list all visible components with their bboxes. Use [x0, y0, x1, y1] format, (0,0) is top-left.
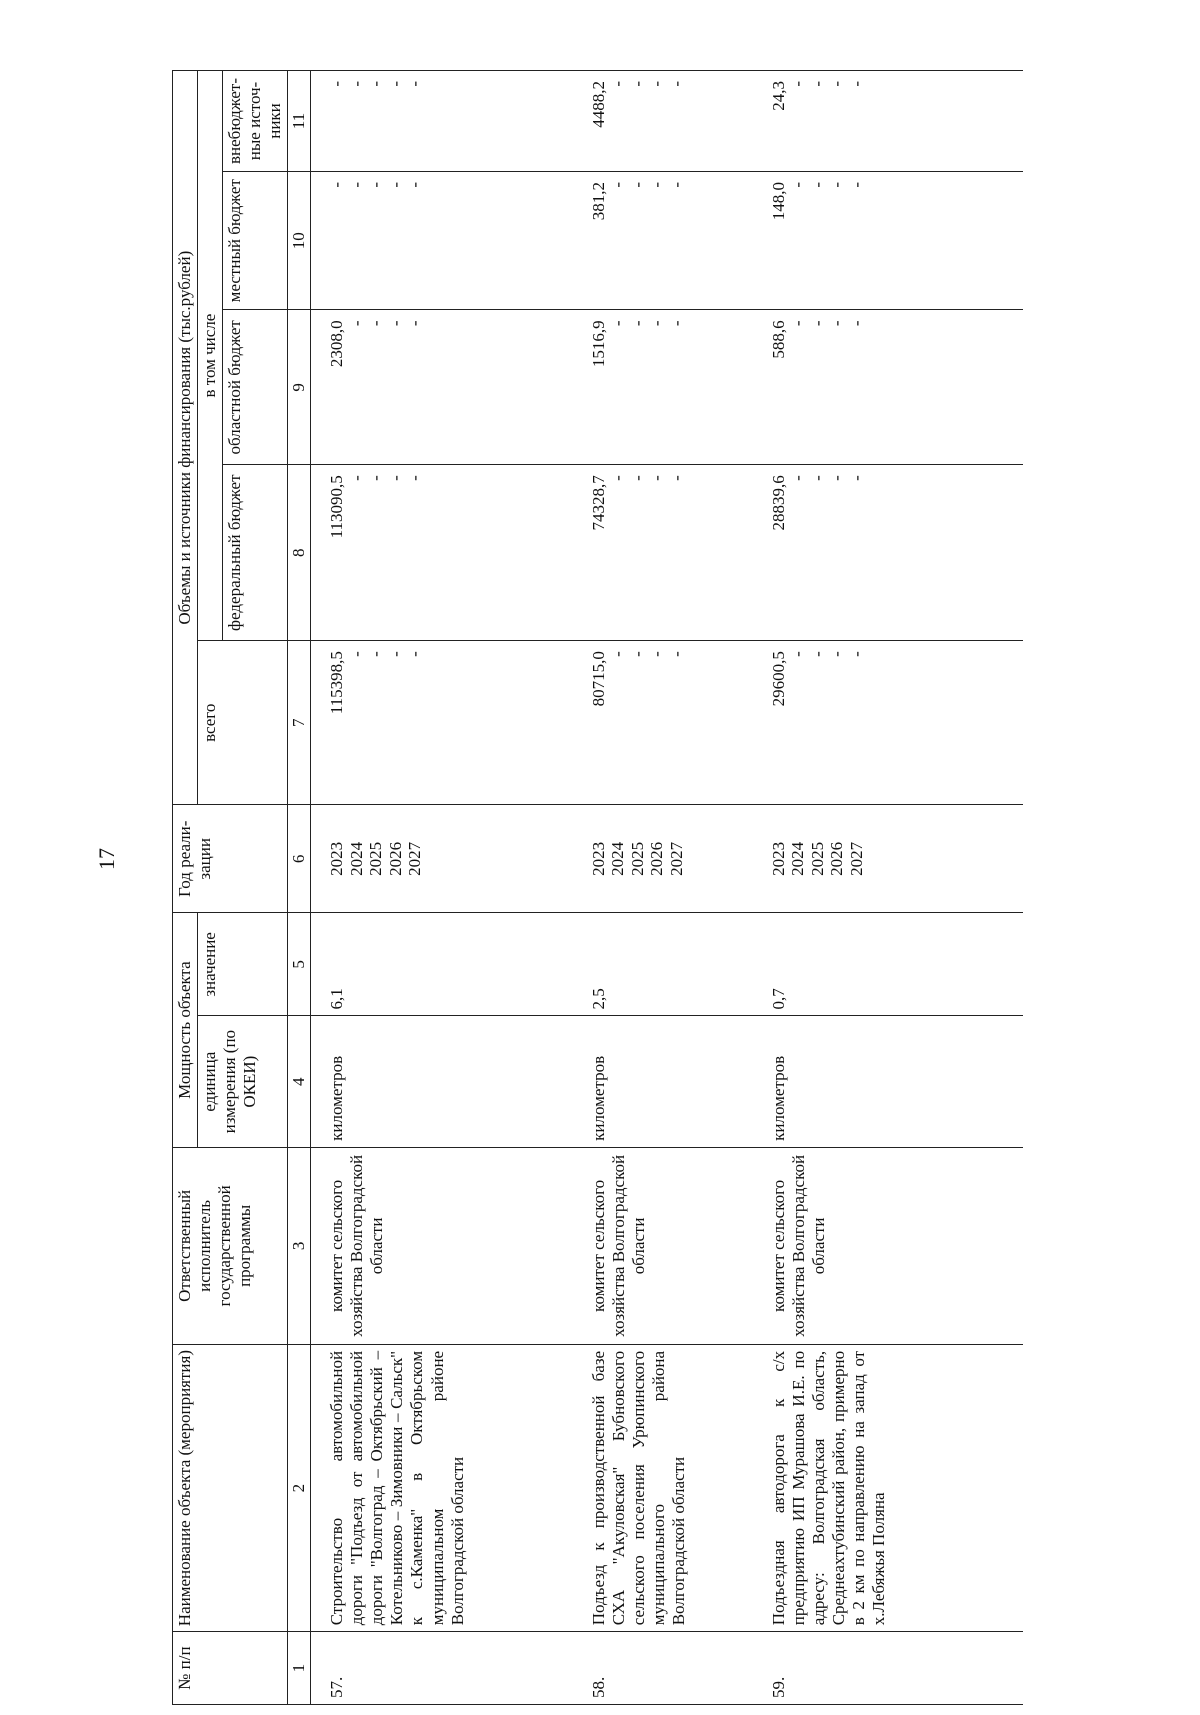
funding-value: 24,3: [768, 81, 788, 111]
header-no: № п/п: [173, 1632, 288, 1705]
funding-value: 115398,5: [327, 651, 347, 715]
empty-dash: -: [608, 81, 628, 87]
empty-dash: -: [627, 651, 647, 657]
funding-value: 148,0: [768, 182, 788, 221]
header-total: всего: [198, 641, 288, 805]
empty-dash: -: [366, 651, 386, 657]
empty-dash: -: [346, 182, 366, 188]
empty-dash: -: [807, 475, 827, 481]
header-capacity: Мощность объекта: [173, 913, 198, 1148]
header-extra: внебюджет-ные источ-ники: [223, 71, 288, 172]
empty-dash: -: [385, 182, 405, 188]
empty-dash: -: [647, 182, 667, 188]
year-value: 2023: [768, 841, 788, 876]
header-funding: Объемы и источники финансирования (тыс.рублей): [173, 71, 198, 805]
column-number: 2: [288, 1344, 311, 1631]
empty-dash: -: [385, 651, 405, 657]
empty-dash: -: [666, 81, 686, 87]
row-number: 58.: [573, 1632, 753, 1705]
year-value: 2025: [627, 841, 647, 876]
empty-dash: -: [647, 320, 667, 327]
empty-dash: -: [647, 475, 667, 481]
empty-dash: -: [807, 320, 827, 327]
empty-dash: -: [608, 320, 628, 327]
empty-dash: -: [788, 320, 808, 327]
capacity-value: 0,7: [753, 913, 1023, 1016]
column-number: 10: [288, 172, 311, 310]
empty-dash: -: [827, 81, 847, 87]
funding-extra: [311, 71, 573, 172]
empty-dash: -: [405, 320, 425, 327]
column-number: 11: [288, 71, 311, 172]
empty-dash: -: [346, 475, 366, 481]
empty-dash: -: [385, 81, 405, 87]
empty-dash: -: [846, 651, 866, 657]
empty-dash: -: [647, 651, 667, 657]
empty-dash: -: [827, 475, 847, 481]
funding-total: [311, 641, 573, 805]
funding-value: 74328,7: [588, 475, 608, 531]
rotated-table-wrapper: [172, 70, 1200, 1698]
funding-value: 4488,2: [588, 81, 608, 128]
object-name: Строительство автомобильной дороги "Подъезд от автомобильной дороги "Волгоград – Октябрьский – Котельниково – Зимовники – Сальск" к с.Каменка" в Октябрьском муниципальном районе Волгоградской области: [311, 1344, 573, 1631]
empty-dash: -: [366, 182, 386, 188]
capacity-value: 2,5: [573, 913, 753, 1016]
empty-dash: -: [366, 81, 386, 87]
empty-dash: -: [788, 81, 808, 87]
column-number: 1: [288, 1632, 311, 1705]
funding-total: [753, 641, 1023, 805]
funding-value: 1516,9: [588, 320, 608, 368]
empty-dash: -: [666, 475, 686, 481]
unit-of-measure: километров: [311, 1016, 573, 1147]
table-row: [753, 71, 1023, 1705]
funding-value: -: [327, 81, 347, 87]
header-responsible: Ответственный исполнитель государственной программы: [173, 1147, 288, 1344]
table-row: [311, 71, 573, 1705]
year-value: 2024: [788, 841, 808, 876]
empty-dash: -: [807, 651, 827, 657]
column-number: 7: [288, 641, 311, 805]
funding-extra: [753, 71, 1023, 172]
year-value: 2025: [807, 841, 827, 876]
empty-dash: -: [627, 81, 647, 87]
funding-value: 113090,5: [327, 475, 347, 539]
empty-dash: -: [666, 182, 686, 188]
funding-regional: [753, 310, 1023, 465]
header-year: Год реали-зации: [173, 805, 288, 913]
column-number: 5: [288, 913, 311, 1016]
year-value: 2026: [647, 841, 667, 876]
responsible-executor: комитет сельского хозяйства Волгоградской области: [753, 1147, 1023, 1344]
funding-extra: [573, 71, 753, 172]
funding-table: [172, 70, 1023, 1705]
empty-dash: -: [666, 320, 686, 327]
empty-dash: -: [627, 182, 647, 188]
empty-dash: -: [647, 81, 667, 87]
empty-dash: -: [405, 81, 425, 87]
column-number: 9: [288, 310, 311, 465]
capacity-value: 6,1: [311, 913, 573, 1016]
year-value: 2023: [327, 841, 347, 876]
row-number: 59.: [753, 1632, 1023, 1705]
header-regional: областной бюджет: [223, 310, 288, 465]
column-number: 3: [288, 1147, 311, 1344]
year-value: 2026: [827, 841, 847, 876]
year-value: 2026: [385, 841, 405, 876]
header-federal: федеральный бюджет: [223, 465, 288, 641]
implementation-years: [753, 805, 1023, 913]
header-unit: единица измерения (по ОКЕИ): [198, 1016, 288, 1147]
header-value: значение: [198, 913, 288, 1016]
row-number: 57.: [311, 1632, 573, 1705]
column-number: 6: [288, 805, 311, 913]
empty-dash: -: [366, 475, 386, 481]
unit-of-measure: километров: [573, 1016, 753, 1147]
empty-dash: -: [827, 320, 847, 327]
page-number: 17: [94, 848, 119, 870]
empty-dash: -: [846, 320, 866, 327]
empty-dash: -: [627, 475, 647, 481]
empty-dash: -: [346, 81, 366, 87]
empty-dash: -: [608, 651, 628, 657]
empty-dash: -: [788, 475, 808, 481]
year-value: 2024: [346, 841, 366, 876]
funding-value: 2308,0: [327, 320, 347, 368]
funding-local: [573, 172, 753, 310]
empty-dash: -: [608, 475, 628, 481]
funding-value: 381,2: [588, 182, 608, 221]
responsible-executor: комитет сельского хозяйства Волгоградской области: [311, 1147, 573, 1344]
empty-dash: -: [846, 182, 866, 188]
empty-dash: -: [627, 320, 647, 327]
empty-dash: -: [827, 182, 847, 188]
empty-dash: -: [827, 651, 847, 657]
implementation-years: [311, 805, 573, 913]
unit-of-measure: километров: [753, 1016, 1023, 1147]
funding-federal: [311, 465, 573, 641]
year-value: 2023: [588, 841, 608, 876]
header-name: Наименование объекта (мероприятия): [173, 1344, 288, 1631]
empty-dash: -: [346, 320, 366, 327]
object-name: Подъезд к производственной базе СХА "Акуловская" Бубновского сельского поселения Урюпинского муниципального района Волгоградской области: [573, 1344, 753, 1631]
empty-dash: -: [666, 651, 686, 657]
empty-dash: -: [608, 182, 628, 188]
empty-dash: -: [788, 651, 808, 657]
year-value: 2027: [405, 841, 425, 876]
empty-dash: -: [405, 475, 425, 481]
table-sheet: [172, 70, 1070, 1705]
year-value: 2024: [608, 841, 628, 876]
object-name: Подъездная автодорога к с/х предприятию ИП Мурашова И.Е. по адресу: Волгоградская область, Среднеахтубинский район, примерно в 2 км по направлению на запад от х.Лебяжья Поляна: [753, 1344, 1023, 1631]
funding-value: -: [327, 182, 347, 188]
funding-local: [311, 172, 573, 310]
funding-total: [573, 641, 753, 805]
empty-dash: -: [366, 320, 386, 327]
funding-value: 80715,0: [588, 651, 608, 707]
column-number: 4: [288, 1016, 311, 1147]
empty-dash: -: [385, 320, 405, 327]
header-local: местный бюджет: [223, 172, 288, 310]
empty-dash: -: [807, 81, 827, 87]
empty-dash: -: [846, 475, 866, 481]
funding-value: 29600,5: [768, 651, 788, 707]
responsible-executor: комитет сельского хозяйства Волгоградской области: [573, 1147, 753, 1344]
funding-federal: [573, 465, 753, 641]
implementation-years: [573, 805, 753, 913]
year-value: 2027: [846, 841, 866, 876]
header-including: в том числе: [198, 71, 223, 641]
year-value: 2025: [366, 841, 386, 876]
funding-local: [753, 172, 1023, 310]
empty-dash: -: [385, 475, 405, 481]
empty-dash: -: [846, 81, 866, 87]
empty-dash: -: [346, 651, 366, 657]
funding-value: 28839,6: [768, 475, 788, 531]
table-body: [311, 71, 1023, 1705]
empty-dash: -: [807, 182, 827, 188]
funding-regional: [311, 310, 573, 465]
empty-dash: -: [405, 182, 425, 188]
funding-regional: [573, 310, 753, 465]
empty-dash: -: [405, 651, 425, 657]
column-number: 8: [288, 465, 311, 641]
funding-value: 588,6: [768, 320, 788, 359]
funding-federal: [753, 465, 1023, 641]
year-value: 2027: [666, 841, 686, 876]
empty-dash: -: [788, 182, 808, 188]
table-row: [573, 71, 753, 1705]
